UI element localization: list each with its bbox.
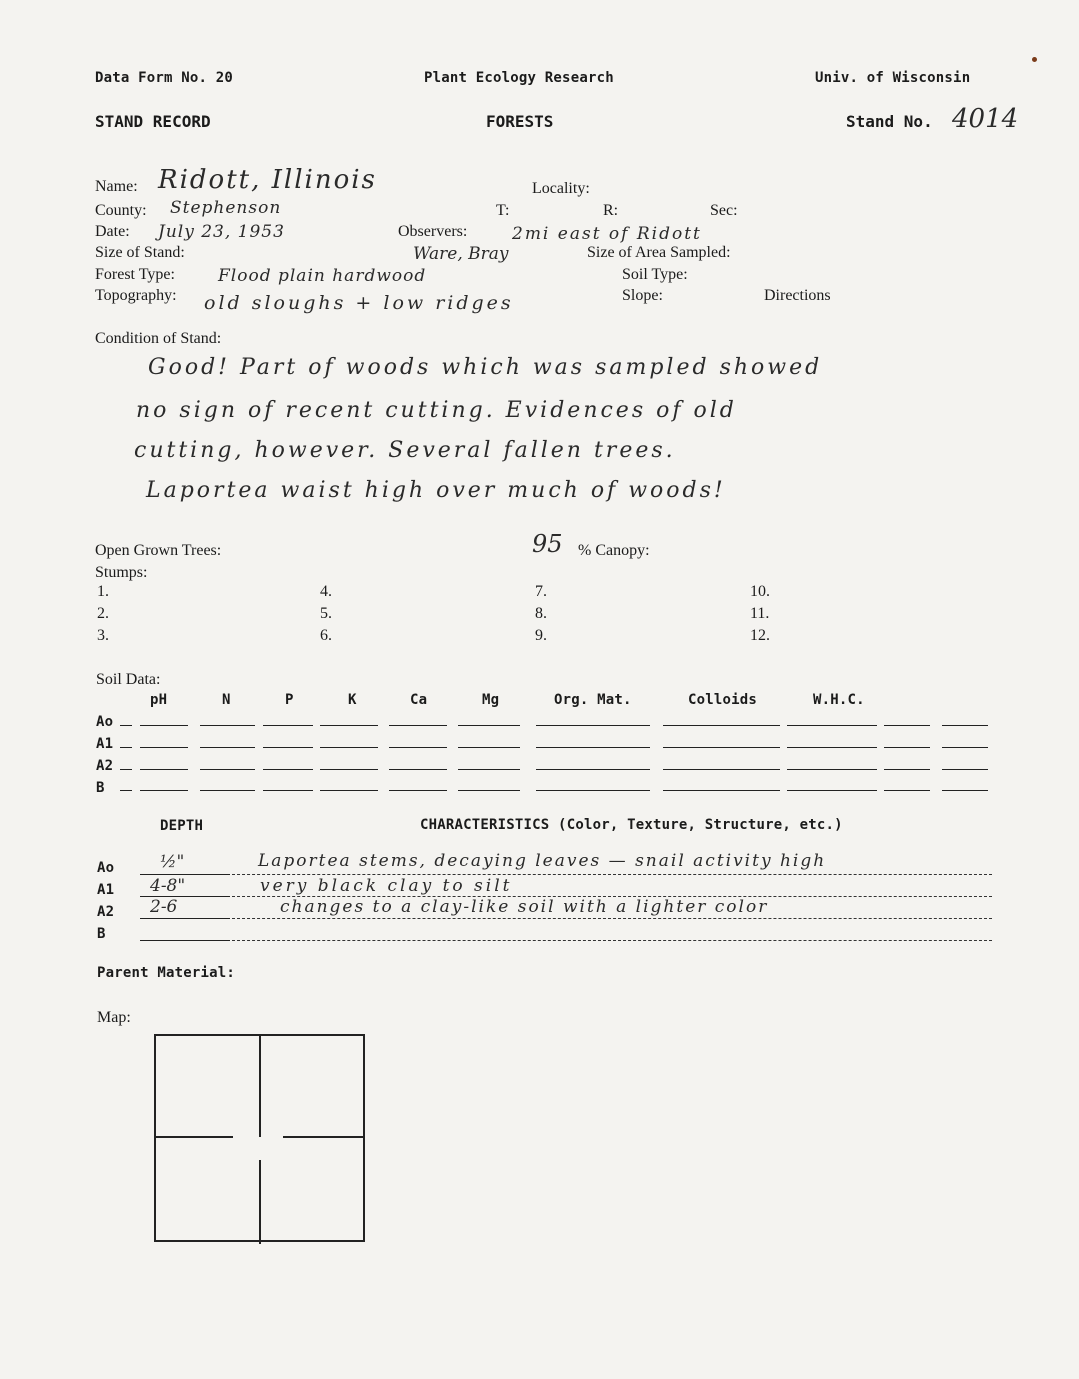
observers-label: Observers: xyxy=(398,223,468,240)
stump-3: 3. xyxy=(97,627,109,644)
canopy-value: 95 xyxy=(532,530,563,558)
soil-row-a1: A1 xyxy=(96,736,114,752)
characteristics-label: CHARACTERISTICS (Color, Texture, Structure, etc.) xyxy=(420,817,843,833)
soil-line xyxy=(884,790,930,791)
map-divider xyxy=(259,1036,261,1137)
stump-8: 8. xyxy=(535,605,547,622)
map-divider xyxy=(259,1160,261,1244)
col-mg: Mg xyxy=(482,692,500,708)
soil-line xyxy=(458,725,520,726)
soil-line xyxy=(942,725,988,726)
map-divider xyxy=(283,1136,365,1138)
university: Univ. of Wisconsin xyxy=(815,70,971,86)
soil-line xyxy=(663,725,780,726)
soil-line xyxy=(536,747,650,748)
soil-line xyxy=(200,769,255,770)
map-divider xyxy=(156,1136,233,1138)
soil-line xyxy=(140,790,188,791)
char-line xyxy=(232,940,992,941)
soil-line xyxy=(120,769,132,770)
char-text-a2: changes to a clay-like soil with a lighter color xyxy=(280,897,769,917)
paper-mark xyxy=(1032,57,1037,62)
soil-line xyxy=(200,790,255,791)
stump-2: 2. xyxy=(97,605,109,622)
directions-label: Directions xyxy=(764,287,831,304)
stump-5: 5. xyxy=(320,605,332,622)
map-box xyxy=(154,1034,365,1242)
soil-line xyxy=(140,725,188,726)
name-label: Name: xyxy=(95,178,138,195)
soil-line xyxy=(120,790,132,791)
date-label: Date: xyxy=(95,223,130,240)
soil-line xyxy=(458,769,520,770)
condition-label: Condition of Stand: xyxy=(95,330,222,347)
char-horizon-b: B xyxy=(97,926,106,942)
col-colloids: Colloids xyxy=(688,692,758,708)
soil-line xyxy=(263,790,313,791)
soil-line xyxy=(320,725,378,726)
col-p: P xyxy=(285,692,294,708)
stumps-label: Stumps: xyxy=(95,564,148,581)
char-text-a1: very black clay to silt xyxy=(260,876,513,896)
soil-line xyxy=(140,769,188,770)
col-org-mat: Org. Mat. xyxy=(554,692,632,708)
col-ca: Ca xyxy=(410,692,428,708)
soil-line xyxy=(263,725,313,726)
observers-note: 2mi east of Ridott xyxy=(512,224,702,244)
observers-value: Ware, Bray xyxy=(413,244,509,264)
char-line xyxy=(232,896,992,897)
soil-line xyxy=(884,747,930,748)
soil-line xyxy=(536,769,650,770)
char-line xyxy=(140,896,230,897)
depth-label: DEPTH xyxy=(160,818,204,834)
soil-line xyxy=(663,790,780,791)
col-ph: pH xyxy=(150,692,168,708)
soil-line xyxy=(663,769,780,770)
open-grown-label: Open Grown Trees: xyxy=(95,542,222,559)
char-line xyxy=(232,874,992,875)
soil-row-a2: A2 xyxy=(96,758,114,774)
soil-line xyxy=(200,747,255,748)
size-of-stand-label: Size of Stand: xyxy=(95,244,185,261)
soil-line xyxy=(389,725,447,726)
stump-4: 4. xyxy=(320,583,332,600)
record-title: STAND RECORD xyxy=(95,112,211,131)
col-n: N xyxy=(222,692,231,708)
stump-9: 9. xyxy=(535,627,547,644)
char-line xyxy=(140,874,230,875)
condition-line-4: Laportea waist high over much of woods! xyxy=(146,478,726,503)
forest-type-label: Forest Type: xyxy=(95,266,175,283)
soil-line xyxy=(942,769,988,770)
canopy-label: % Canopy: xyxy=(578,542,650,559)
locality-label: Locality: xyxy=(532,180,590,197)
char-depth-ao: ½" xyxy=(160,852,185,872)
forests-title: FORESTS xyxy=(486,112,554,131)
r-label: R: xyxy=(603,202,619,219)
form-number: Data Form No. 20 xyxy=(95,70,234,86)
soil-line xyxy=(884,769,930,770)
soil-row-ao: Ao xyxy=(96,714,114,730)
char-text-ao: Laportea stems, decaying leaves — snail activity high xyxy=(258,851,827,871)
soil-row-b: B xyxy=(96,780,105,796)
soil-line xyxy=(389,769,447,770)
char-horizon-a1: A1 xyxy=(97,882,115,898)
soil-line xyxy=(140,747,188,748)
soil-line xyxy=(787,790,877,791)
char-line xyxy=(140,918,230,919)
soil-line xyxy=(942,790,988,791)
soil-line xyxy=(200,725,255,726)
soil-line xyxy=(458,790,520,791)
soil-line xyxy=(320,790,378,791)
soil-line xyxy=(389,790,447,791)
soil-data-label: Soil Data: xyxy=(96,671,161,688)
soil-line xyxy=(787,769,877,770)
soil-line xyxy=(263,747,313,748)
stump-12: 12. xyxy=(750,627,770,644)
char-line xyxy=(232,918,992,919)
stump-7: 7. xyxy=(535,583,547,600)
soil-line xyxy=(536,790,650,791)
name-value: Ridott, Illinois xyxy=(158,165,377,195)
col-k: K xyxy=(348,692,357,708)
soil-line xyxy=(263,769,313,770)
condition-line-1: Good! Part of woods which was sampled showed xyxy=(148,355,823,380)
soil-line xyxy=(942,747,988,748)
parent-material-label: Parent Material: xyxy=(97,965,236,981)
col-whc: W.H.C. xyxy=(813,692,865,708)
research-title: Plant Ecology Research xyxy=(424,70,614,86)
topography-label: Topography: xyxy=(95,287,177,304)
soil-line xyxy=(663,747,780,748)
char-line xyxy=(140,940,230,941)
stand-no-value: 4014 xyxy=(952,104,1019,134)
stump-10: 10. xyxy=(750,583,770,600)
stand-no-label: Stand No. xyxy=(846,112,933,131)
stump-11: 11. xyxy=(750,605,770,622)
county-value: Stephenson xyxy=(170,198,282,218)
t-label: T: xyxy=(496,202,510,219)
size-of-area-label: Size of Area Sampled: xyxy=(587,244,731,261)
topography-value: old sloughs + low ridges xyxy=(204,292,514,314)
date-value: July 23, 1953 xyxy=(158,222,285,242)
soil-line xyxy=(320,747,378,748)
char-horizon-ao: Ao xyxy=(97,860,115,876)
soil-line xyxy=(787,725,877,726)
soil-line xyxy=(458,747,520,748)
soil-line xyxy=(787,747,877,748)
soil-line xyxy=(320,769,378,770)
stump-6: 6. xyxy=(320,627,332,644)
soil-line xyxy=(389,747,447,748)
soil-line xyxy=(120,747,132,748)
county-label: County: xyxy=(95,202,147,219)
char-horizon-a2: A2 xyxy=(97,904,115,920)
forest-type-value: Flood plain hardwood xyxy=(218,266,427,286)
condition-line-3: cutting, however. Several fallen trees. xyxy=(134,438,676,463)
map-label: Map: xyxy=(97,1009,131,1026)
soil-line xyxy=(120,725,132,726)
sec-label: Sec: xyxy=(710,202,738,219)
slope-label: Slope: xyxy=(622,287,663,304)
stump-1: 1. xyxy=(97,583,109,600)
soil-line xyxy=(536,725,650,726)
soil-type-label: Soil Type: xyxy=(622,266,688,283)
char-depth-a1: 4-8" xyxy=(150,876,186,896)
condition-line-2: no sign of recent cutting. Evidences of old xyxy=(136,398,737,423)
soil-line xyxy=(884,725,930,726)
char-depth-a2: 2-6 xyxy=(150,897,178,917)
